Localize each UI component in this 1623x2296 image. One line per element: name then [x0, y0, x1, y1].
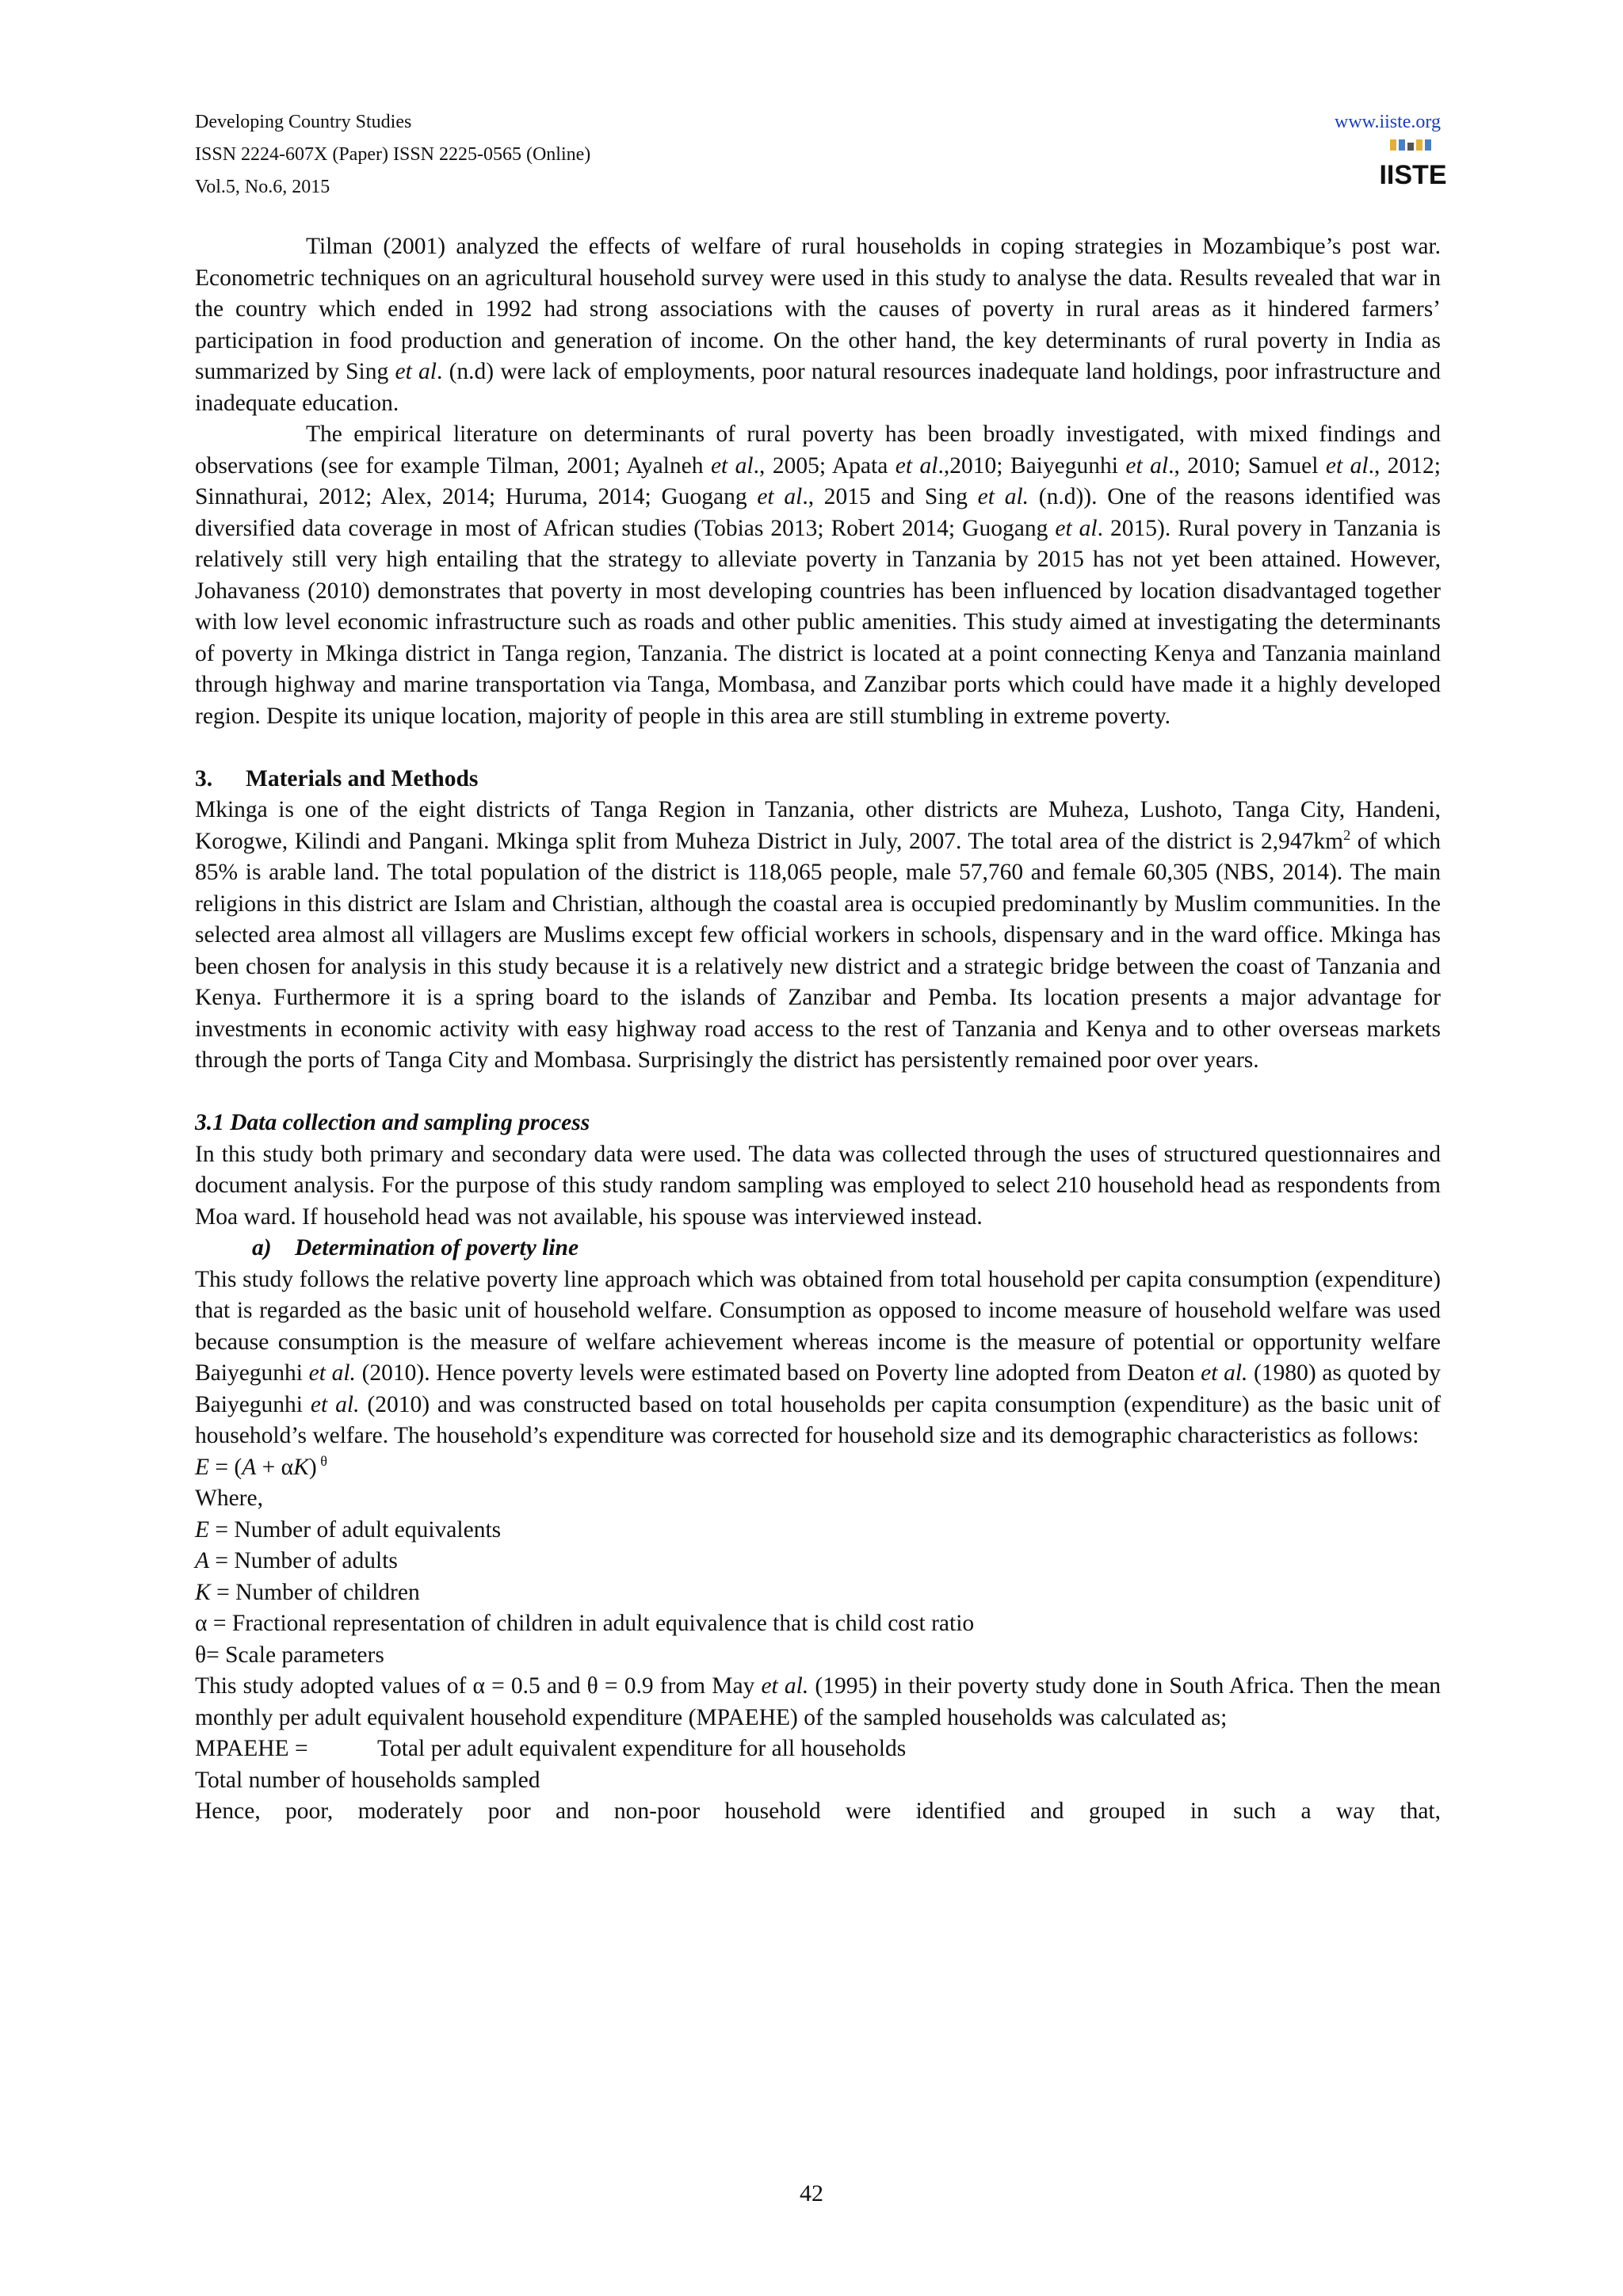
def-symbol: θ [195, 1642, 207, 1668]
text-run: et al [395, 359, 437, 384]
eq-symbol: E [195, 1454, 210, 1480]
text-run: (2010). Hence poverty levels were estimated based on Poverty line adopted from Deaton [355, 1360, 1201, 1386]
paragraph-adopted-values [195, 1671, 1441, 1733]
logo-text: IISTE [1379, 160, 1447, 190]
text-run: et al. [1201, 1360, 1248, 1386]
eq-text: + α [256, 1454, 294, 1480]
paragraph-empirical-literature [195, 419, 1441, 732]
text-run: This study follows the relative poverty line approach which was obtained from total household per capita consumption (expenditure) that is regarded as the basic unit of household welfare. Consumption as opposed to income measure of household welfare was used because consumption is the measure of welfare achievement whereas income is the measure of potential or opportunity welfare Baiyegunhi [195, 1266, 1441, 1386]
eq-text: = ( [209, 1454, 242, 1480]
def-symbol: E [195, 1516, 210, 1543]
text-run: This study adopted values of α = 0.5 and θ = 0.9 from May [195, 1673, 762, 1699]
text-run: . 2015). Rural povery in Tanzania is relatively still very high entailing that the strategy to alleviate poverty in Tanzania by 2015 has not yet been attained. However, Johavaness (2010) demonstrates that poverty in most developing countries has been influenced by location disadvantaged together with low level economic infrastructure such as roads and other public amenities. This study aimed at investigating the determinants of poverty in Mkinga district in Tanga region, Tanzania. The district is located at a point connecting Kenya and Tanzania mainland through highway and marine transportation via Tanga, Mombasa, and Zanzibar ports which could have made it a highly developed region. Despite its unique location, majority of people in this area are still stumbling in extreme poverty. [195, 515, 1441, 729]
text-run: The empirical literature on determinants of rural poverty has been broadly investigated, with mixed findings and observations (see for example Tilman, 2001; Ayalneh [195, 421, 1441, 479]
subsubsection-heading [195, 1233, 1441, 1264]
text-run: et al. [310, 1391, 360, 1417]
spacer [195, 1077, 1441, 1108]
definitions-list [195, 1515, 1441, 1672]
def-symbol: α [195, 1611, 208, 1636]
text-run: et al. [977, 484, 1029, 509]
article-body [195, 231, 1441, 1828]
journal-name: Developing Country Studies [195, 112, 412, 132]
text-run: et al [895, 452, 938, 479]
spacer [195, 732, 1441, 764]
definition-item [195, 1515, 1441, 1547]
text-run: et al [1055, 515, 1098, 541]
def-text: = Number of children [210, 1579, 420, 1605]
text-run: .,2010; Baiyegunhi [938, 452, 1126, 479]
subsection-number: a) [252, 1235, 272, 1261]
paragraph-final: Hence, poor, moderately poor and non-poor household were identified and grouped in such a way that, [195, 1798, 1441, 1824]
paragraph-tilman [195, 231, 1441, 419]
text-run: et al [1325, 452, 1369, 479]
paragraph-materials [195, 795, 1441, 1077]
eq-lhs: MPAEHE = [195, 1736, 308, 1761]
text-run: ., 2015 and Sing [802, 484, 978, 509]
eq-superscript: θ [316, 1452, 327, 1469]
subsection-heading: 3.1 Data collection and sampling process [195, 1110, 590, 1135]
text-run: et al. [761, 1673, 809, 1699]
eq-numerator: Total per adult equivalent expenditure for all households [377, 1736, 907, 1761]
iiste-logo [1379, 138, 1447, 195]
paragraph-poverty-line [195, 1264, 1441, 1452]
text-run: (1980) as quoted by Baiyegunhi [195, 1360, 1441, 1417]
def-symbol: A [195, 1548, 210, 1573]
text-run: ., 2010; Samuel [1168, 452, 1326, 479]
text-run: (2010) and was constructed based on total households per capita consumption (expenditure) as the basic unit of household’s welfare. The household’s expenditure was corrected for household size and its demographic characteristics as follows: [195, 1391, 1441, 1448]
text-run: (1995) in their poverty study done in South Africa. Then the mean monthly per adult equivalent household expenditure (MPAEHE) of the sampled households was calculated as; [195, 1673, 1441, 1730]
equation-mpaehe [195, 1733, 1441, 1765]
definition-item [195, 1608, 1441, 1640]
text-run: ., 2012; Sinnathurai, 2012; Alex, 2014; Huruma, 2014; Guogang [195, 452, 1441, 509]
volume-line: Vol.5, No.6, 2015 [195, 177, 330, 197]
def-text: = Scale parameters [206, 1642, 384, 1668]
subsection-title: Determination of poverty line [295, 1235, 579, 1261]
text-run: et al [1125, 452, 1169, 479]
equation-mpaehe-denominator: Total number of households sampled [195, 1767, 540, 1793]
text-run: et al [710, 452, 754, 479]
text-run: Mkinga is one of the eight districts of Tanga Region in Tanzania, other districts are Muheza, Lushoto, Tanga City, Handeni, Korogwe, Kilindi and Pangani. Mkinga split from Muheza District in July, 2007. The total area of the district is 2,947km [195, 797, 1441, 854]
text-run: et al [757, 484, 803, 509]
text-run: (n.d)). One of the reasons identified was diversified data coverage in most of African studies (Tobias 2013; Robert 2014; Guogang [195, 484, 1441, 541]
journal-website-link[interactable]: www.iiste.org [1335, 112, 1441, 132]
section-title: Materials and Methods [246, 765, 479, 791]
def-text: = Fractional representation of children in adult equivalence that is child cost ratio [207, 1611, 975, 1636]
eq-symbol: K [293, 1454, 309, 1480]
def-text: = Number of adult equivalents [209, 1516, 502, 1543]
definition-item [195, 1577, 1441, 1609]
page-number: 42 [800, 2180, 823, 2206]
definition-item [195, 1546, 1441, 1577]
def-symbol: K [195, 1579, 211, 1605]
text-run: et al. [308, 1360, 356, 1386]
definition-item [195, 1640, 1441, 1672]
text-run: Tilman (2001) analyzed the effects of welfare of rural households in coping strategies in Mozambique’s post war. Econometric techniques on an agricultural household survey were used in this study to analyse the data. Results revealed that war in the country which ended in 1992 had strong associations with the causes of poverty in rural areas as it hindered farmers’ participation in food production and generation of income. On the other hand, the key determinants of rural poverty in India as summarized by Sing [195, 234, 1441, 384]
superscript: 2 [1343, 826, 1351, 843]
text-run: ., 2005; Apata [753, 452, 896, 479]
paragraph-data-collection: In this study both primary and secondary data were used. The data was collected through the uses of structured questionnaires and document analysis. For the purpose of this study random sampling was employed to select 210 household head as respondents from Moa ward. If household head was not available, his spouse was interviewed instead. [195, 1141, 1441, 1230]
eq-symbol: A [242, 1454, 257, 1480]
page-header [195, 106, 1447, 204]
issn-line: ISSN 2224-607X (Paper) ISSN 2225-0565 (Online) [195, 144, 591, 165]
eq-text: ) [308, 1454, 317, 1480]
text-run: . (n.d) were lack of employments, poor natural resources inadequate land holdings, poor infrastructure and inadequate education. [195, 359, 1441, 416]
text-run: of which 85% is arable land. The total population of the district is 118,065 people, male 57,760 and female 60,305 (NBS, 2014). The main religions in this district are Islam and Christian, although the coastal area is occupied predominantly by Muslim communities. In the selected area almost all villagers are Muslims except few official workers in schools, dispensary and in the ward office. Mkinga has been chosen for analysis in this study because it is a relatively new district and a strategic bridge between the coast of Tanzania and Kenya. Furthermore it is a spring board to the islands of Zanzibar and Pemba. Its location presents a major advantage for investments in economic activity with easy highway road access to the rest of Tanzania and Kenya and to other overseas markets through the ports of Tanga City and Mombasa. Surprisingly the district has persistently remained poor over years. [195, 828, 1442, 1073]
section-heading [195, 764, 1441, 795]
def-text: = Number of adults [209, 1548, 398, 1573]
where-label: Where, [195, 1486, 263, 1511]
section-number: 3. [195, 765, 213, 791]
equation-adult-equivalent [195, 1452, 1441, 1484]
